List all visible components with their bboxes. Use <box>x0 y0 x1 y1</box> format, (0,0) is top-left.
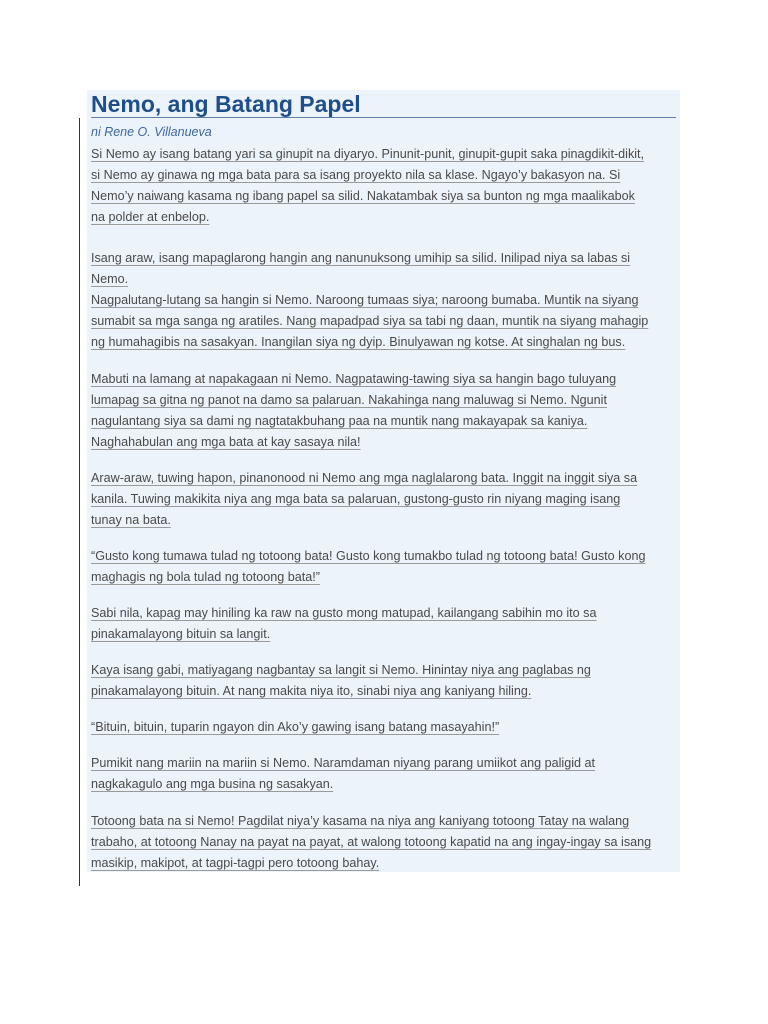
text-line: Kaya isang gabi, matiyagang nagbantay sa langit si Nemo. Hinintay niya ang paglabas ng <box>91 663 591 677</box>
text-line: pinakamalayong bituin. At nang makita niya ito, sinabi niya ang kaniyang hiling. <box>91 684 532 698</box>
paragraph-4 <box>91 468 681 531</box>
paragraph-5 <box>91 546 681 588</box>
story-author: ni Rene O. Villanueva <box>91 125 212 139</box>
story-document <box>87 90 680 872</box>
text-line: Nagpalutang-lutang sa hangin si Nemo. Naroong tumaas siya; naroong bumaba. Muntik na siyang <box>91 293 639 307</box>
text-line: nagkakagulo ang mga busina ng sasakyan. <box>91 777 334 791</box>
text-line: nagulantang siya sa dami ng nagtatakbuhang paa na muntik nang makayapak sa kaniya. <box>91 414 588 428</box>
text-line: maghagis ng bola tulad ng totoong bata!” <box>91 570 320 584</box>
text-line: Totoong bata na si Nemo! Pagdilat niya’y kasama na niya ang kaniyang totoong Tatay na walang <box>91 814 630 828</box>
story-title: Nemo, ang Batang Papel <box>91 90 676 118</box>
text-line: kanila. Tuwing makikita niya ang mga bata sa palaruan, gustong-gusto rin niyang maging isang <box>91 492 621 506</box>
text-line: Nemo’y naiwang kasama ng ibang papel sa silid. Nakatambak siya sa bunton ng mga maalikabok <box>91 189 635 203</box>
left-margin-rule <box>79 118 80 886</box>
text-line: Isang araw, isang mapaglarong hangin ang nanunuksong umihip sa silid. Inilipad niya sa labas si <box>91 251 631 265</box>
text-line: ng humahagibis na sasakyan. Inangilan siya ng dyip. Binulyawan ng kotse. At singhalan ng bus. <box>91 335 626 349</box>
text-line: sumabit sa mga sanga ng aratiles. Nang mapadpad siya sa tabi ng daan, muntik na siyang mahagip <box>91 314 649 328</box>
text-line: Naghahabulan ang mga bata at kay sasaya nila! <box>91 435 361 449</box>
text-line: na polder at enbelop. <box>91 210 210 224</box>
paragraph-10 <box>91 811 681 874</box>
paragraph-3 <box>91 369 681 453</box>
text-line: trabaho, at totoong Nanay na payat na payat, at walong totoong kapatid na ang ingay-ingay sa isang <box>91 835 652 849</box>
text-line: Mabuti na lamang at napakagaan ni Nemo. Nagpatawing-tawing siya sa hangin bago tuluyang <box>91 372 617 386</box>
text-line: lumapag sa gitna ng panot na damo sa palaruan. Nakahinga nang maluwag si Nemo. Ngunit <box>91 393 607 407</box>
paragraph-9 <box>91 753 681 795</box>
text-line: “Gusto kong tumawa tulad ng totoong bata! Gusto kong tumakbo tulad ng totoong bata! Gusto kong <box>91 549 646 563</box>
paragraph-6 <box>91 603 681 645</box>
paragraph-2 <box>91 248 681 353</box>
text-line: si Nemo ay ginawa ng mga bata para sa isang proyekto nila sa klase. Ngayo’y bakasyon na. Si <box>91 168 621 182</box>
text-line: masikip, makipot, at tagpi-tagpi pero totoong bahay. <box>91 856 380 870</box>
paragraph-1 <box>91 144 681 228</box>
paragraph-8 <box>91 717 681 738</box>
text-line: Nemo. <box>91 272 129 286</box>
text-line: Araw-araw, tuwing hapon, pinanonood ni Nemo ang mga naglalarong bata. Inggit na inggit siya sa <box>91 471 638 485</box>
text-line: Sabi nila, kapag may hiniling ka raw na gusto mong matupad, kailangang sabihin mo ito sa <box>91 606 597 620</box>
paragraph-7 <box>91 660 681 702</box>
text-line: “Bituin, bituin, tuparin ngayon din Ako’y gawing isang batang masayahin!” <box>91 720 500 734</box>
text-line: tunay na bata. <box>91 513 171 527</box>
text-line: Pumikit nang mariin na mariin si Nemo. Naramdaman niyang parang umiikot ang paligid at <box>91 756 595 770</box>
text-line: Si Nemo ay isang batang yari sa ginupit na diyaryo. Pinunit-punit, ginupit-gupit saka pinagdikit-dikit, <box>91 147 645 161</box>
text-line: pinakamalayong bituin sa langit. <box>91 627 271 641</box>
